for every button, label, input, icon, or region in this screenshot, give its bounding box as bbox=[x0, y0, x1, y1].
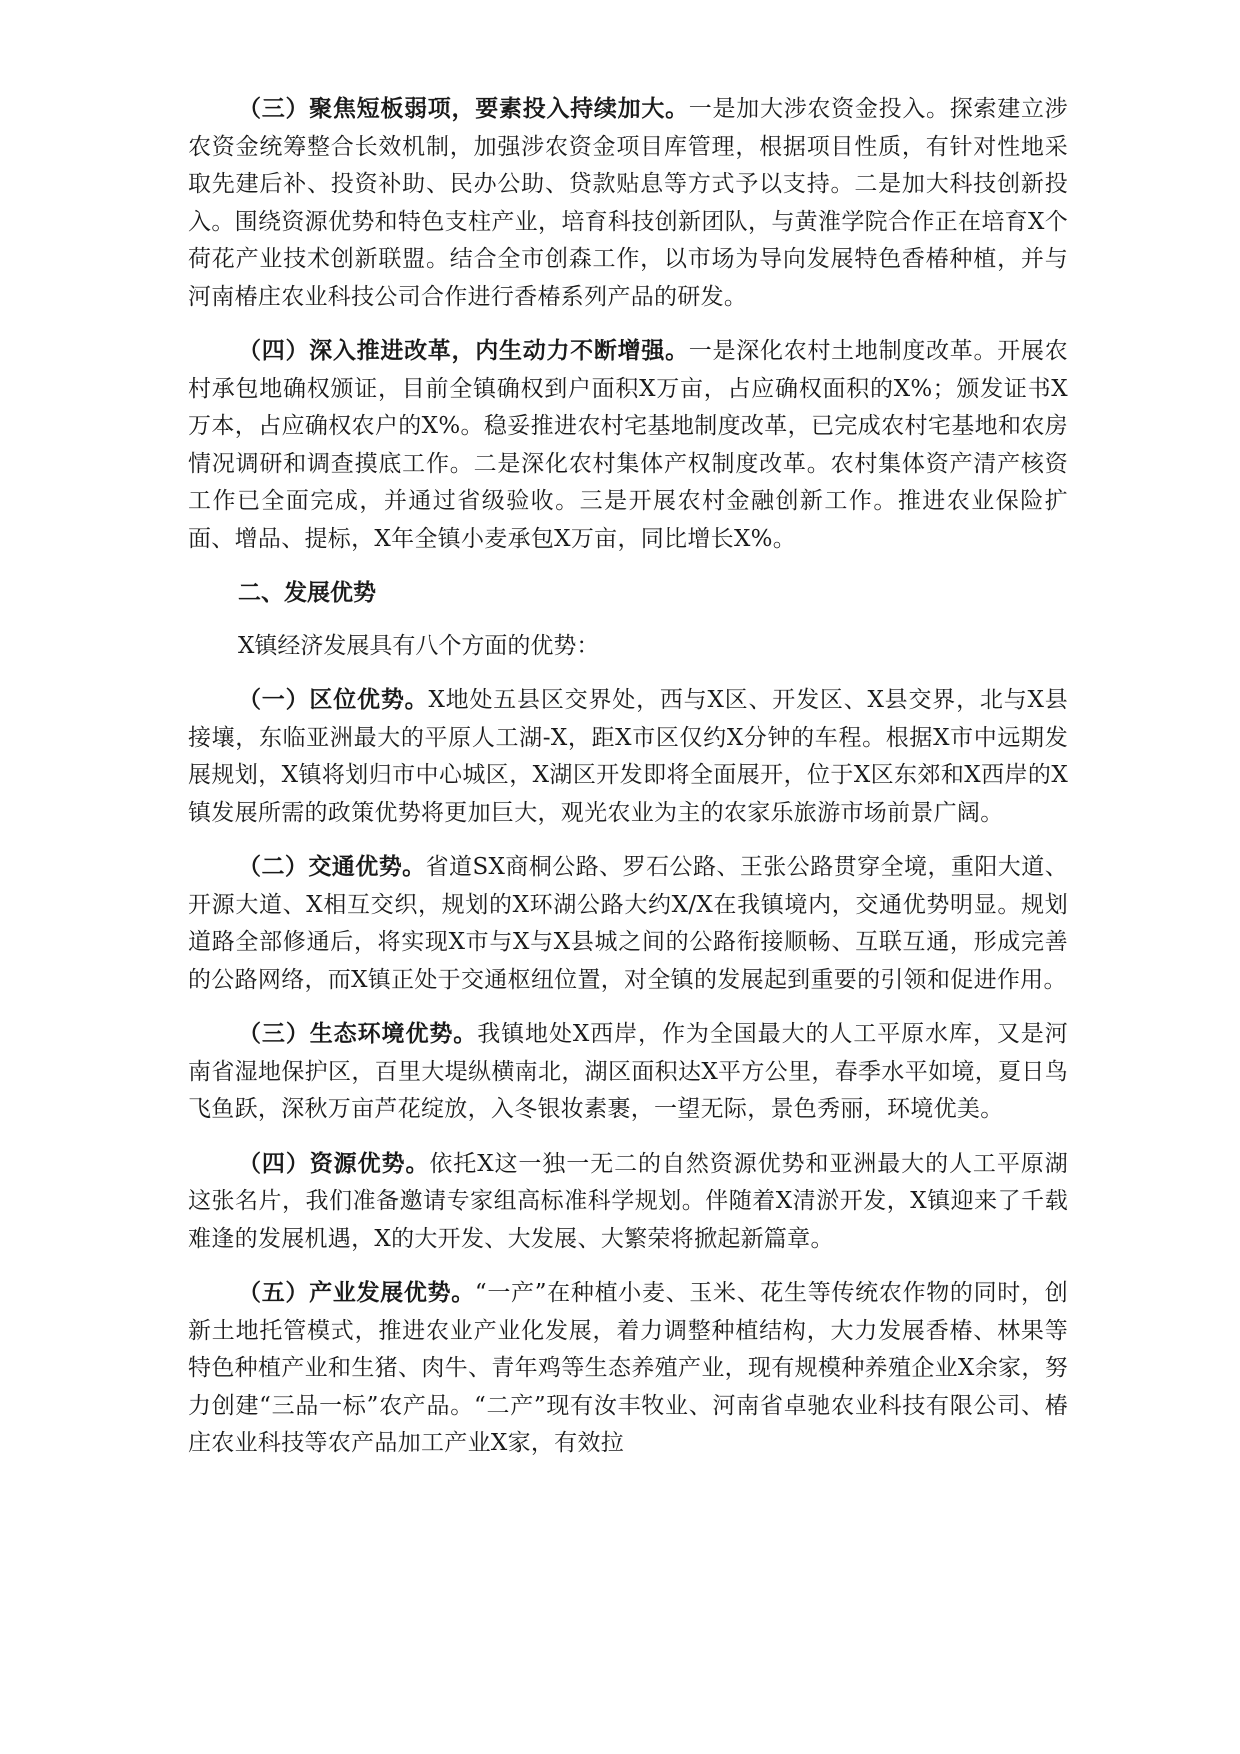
advantage-lead: （二）交通优势。 bbox=[238, 853, 426, 880]
advantage-location bbox=[188, 681, 1068, 832]
advantage-ecology bbox=[188, 1015, 1068, 1129]
advantage-lead: （三）生态环境优势。 bbox=[238, 1020, 478, 1047]
paragraph-body: 一是加大涉农资金投入。探索建立涉农资金统筹整合长效机制，加强涉农资金项目库管理，根据项目性质，有针对性地采取先建后补、投资补助、民办公助、贷款贴息等方式予以支持。二是加大科技创新投入。围绕资源优势和特色支柱产业，培育科技创新团队，与黄淮学院合作正在培育X个荷花产业技术创新联盟。结合全市创森工作，以市场为导向发展特色香椿种植，并与河南椿庄农业科技公司合作进行香椿系列产品的研发。 bbox=[188, 96, 1068, 310]
document-page bbox=[188, 90, 1068, 1479]
advantage-lead: （一）区位优势。 bbox=[238, 686, 429, 713]
advantage-lead: （四）资源优势。 bbox=[238, 1149, 430, 1177]
advantage-body: 我镇地处X西岸，作为全国最大的人工平原水库，又是河南省湿地保护区，百里大堤纵横南北，湖区面积达X平方公里，春季水平如境，夏日鸟飞鱼跃，深秋万亩芦花绽放，入冬银妆素裹，一望无际，景色秀丽，环境优美。 bbox=[188, 1021, 1069, 1122]
advantage-body: X地处五县区交界处，西与X区、开发区、X县交界，北与X县接壤，东临亚洲最大的平原人工湖-X，距X市区仅约X分钟的车程。根据X市中远期发展规划，X镇将划归市中心城区，X湖区开发即将全面展开，位于X区东郊和X西岸的X镇发展所需的政策优势将更加巨大，观光农业为主的农家乐旅游市场前景广阔。 bbox=[188, 687, 1068, 826]
paragraph-body: 一是深化农村土地制度改革。开展农村承包地确权颁证，目前全镇确权到户面积X万亩，占应确权面积的X%；颁发证书X万本，占应确权农户的X%。稳妥推进农村宅基地制度改革，已完成农村宅基地和农房情况调研和调查摸底工作。二是深化农村集体产权制度改革。农村集体资产清产核资工作已全面完成，并通过省级验收。三是开展农村金融创新工作。推进农业保险扩面、增品、提标，X年全镇小麦承包X万亩，同比增长X%。 bbox=[188, 338, 1068, 552]
advantage-body: 省道SX商桐公路、罗石公路、王张公路贯穿全境，重阳大道、开源大道、X相互交织，规划的X环湖公路大约X/X在我镇境内，交通优势明显。规划道路全部修通后，将实现X市与X与X县城之间的公路衔接顺畅、互联互通，形成完善的公路网络，而X镇正处于交通枢纽位置，对全镇的发展起到重要的引领和促进作用。 bbox=[188, 854, 1068, 993]
paragraph-reform bbox=[188, 332, 1068, 558]
advantage-lead: （五）产业发展优势。 bbox=[238, 1279, 475, 1306]
advantage-transport bbox=[188, 848, 1068, 999]
section-heading: 二、发展优势 bbox=[238, 579, 376, 606]
advantage-resources bbox=[188, 1145, 1068, 1259]
paragraph-lead: （三）聚焦短板弱项，要素投入持续加大。 bbox=[238, 95, 689, 122]
section-intro: X镇经济发展具有八个方面的优势： bbox=[238, 632, 600, 659]
advantage-body: “一产”在种植小麦、玉米、花生等传统农作物的同时，创新土地托管模式，推进农业产业化发展，着力调整种植结构，大力发展香椿、林果等特色种植产业和生猪、肉牛、青年鸡等生态养殖产业，现有规模种养殖企业X余家，努力创建“三品一标”农产品。“二产”现有汝丰牧业、河南省卓驰农业科技有限公司、椿庄农业科技等农产品加工产业X家，有效拉 bbox=[188, 1280, 1068, 1456]
advantage-body: 依托X这一独一无二的自然资源优势和亚洲最大的人工平原湖这张名片，我们准备邀请专家组高标准科学规划。伴随着X清淤开发，X镇迎来了千载难逢的发展机遇，X的大开发、大发展、大繁荣将掀起新篇章。 bbox=[188, 1150, 1068, 1252]
paragraph-lead: （四）深入推进改革，内生动力不断增强。 bbox=[238, 337, 689, 364]
paragraph-factor-investment bbox=[188, 90, 1068, 316]
advantage-industry bbox=[188, 1274, 1068, 1463]
